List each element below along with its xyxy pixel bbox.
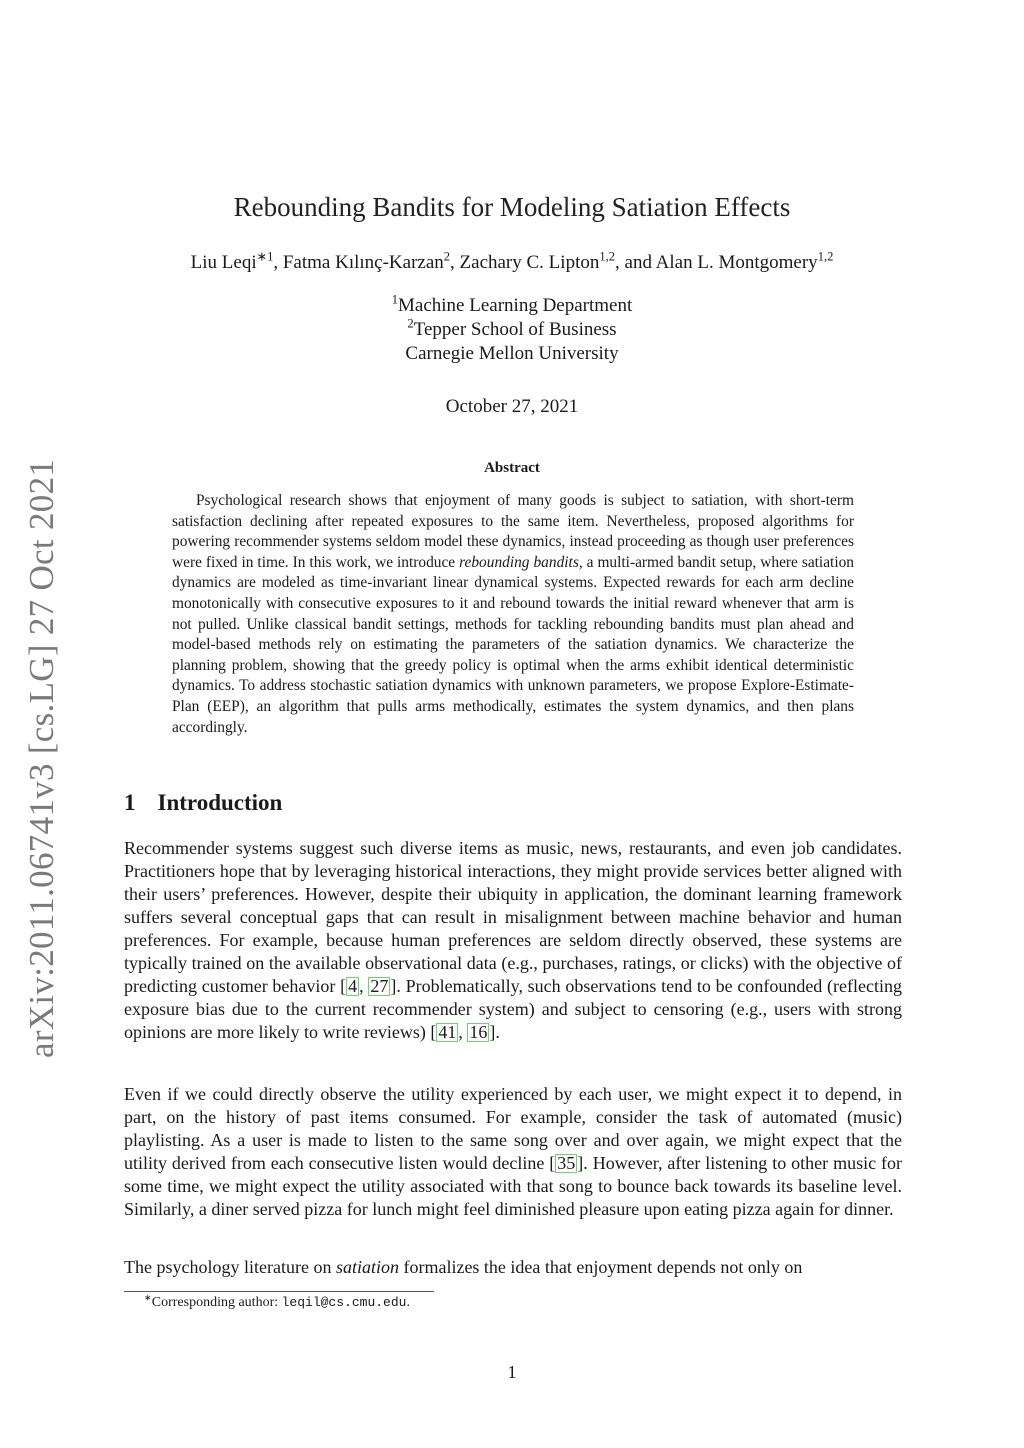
footnote-divider [124, 1291, 434, 1292]
paper-title: Rebounding Bandits for Modeling Satiation Effects [233, 192, 791, 222]
affiliation-line: $^2$Tepper School of Business [407, 316, 617, 340]
author-affiliation-mark: 1,2 [817, 249, 834, 264]
intro-paragraph-3: The psychology literature on satiation formalizes the idea that enjoyment depends not only on [124, 1257, 803, 1277]
citation-link[interactable]: 27 [370, 976, 389, 996]
intro-paragraph-1: Recommender systems suggest such diverse items as music, news, restaurants, and even job candidates. Practitioners hope that by leveraging historical interactions, they might provide services better aligned with their users’ preferences. However, despite their ubiquity in application, the dominant learning framework suffers several conceptual gaps that can result in misalignment between machine behavior and human preferences. For example, because human preferences are seldom directly observed, these systems are typically trained on the available observational data (e.g., purchases, ratings, or clicks) with the objective of predicting customer behavior [ 4 , 27 ]. Problematically, such observations tend to be confounded (reflecting exposure bias due to the current recommender system) and subject to censoring (e.g., users with strong opinions are more likely to write reviews) [ 41 , 16 ]. [124, 838, 903, 1042]
footnote: ∗Corresponding author: leqil@cs.cmu.edu. [144, 1292, 410, 1310]
affiliations [0, 294, 1024, 366]
author-affiliation-mark: ∗1 [256, 249, 274, 264]
author-name: Liu Leqi [190, 252, 257, 273]
intro-paragraph-2: Even if we could directly observe the utility experienced by each user, we might expect it to depend, in part, on the history of past items consumed. For example, consider the task of automated (music) playlisting. As a user is made to listen to the same song over and over again, we might expect that the utility derived from each consecutive listen would decline [ 35 ]. However, after listening to other music for some time, we might expect the utility associated with that song to bounce back towards its baseline level. Similarly, a diner served pizza for lunch might feel diminished pleasure upon eating pizza again for dinner. [124, 1084, 902, 1219]
citation-link[interactable]: 41 [438, 1022, 457, 1042]
section-heading-introduction: 1 Introduction [124, 790, 283, 815]
citation-link[interactable]: 4 [348, 976, 358, 996]
author-name: Alan L. Montgomery [655, 252, 818, 273]
citation-link[interactable]: 35 [557, 1153, 576, 1173]
arxiv-identifier-stamp: arXiv:2011.06741v3 [cs.LG] 27 Oct 2021 [22, 458, 61, 1058]
affiliation-line: $^1$Machine Learning Department [391, 292, 633, 316]
affiliation-line: Carnegie Mellon University [405, 343, 619, 364]
author-affiliation-mark: 1,2 [599, 249, 616, 264]
citation-link[interactable]: 16 [469, 1022, 488, 1042]
author-name: Fatma Kılınç-Karzan [282, 252, 444, 273]
publication-date: October 27, 2021 [445, 396, 579, 417]
author-name: Zachary C. Lipton [459, 252, 600, 273]
author-affiliation-mark: 2 [443, 249, 451, 264]
abstract-heading: Abstract [484, 460, 540, 476]
page-number: 1 [507, 1362, 517, 1382]
corresponding-email[interactable]: leqil@cs.cmu.edu [281, 1295, 407, 1310]
abstract-body: Psychological research shows that enjoyment of many goods is subject to satiation, with short-term satisfaction declining after repeated exposures to the same item. Nevertheless, proposed algorithms for powering recommender systems seldom model these dynamics, instead proceeding as though user preferences were fixed in time. In this work, we introduce rebounding bandits, a multi-armed bandit setup, where satiation dynamics are modeled as time-invariant linear dynamical systems. Expected rewards for each arm decline monotonically with consecutive exposures to it and rebound towards the initial reward whenever that arm is not pulled. Unlike classical bandit settings, methods for tackling rebounding bandits must plan ahead and model-based methods rely on estimating the parameters of the satiation dynamics. We characterize the planning problem, showing that the greedy policy is optimal when the arms exhibit identical deterministic dynamics. To address stochastic satiation dynamics with unknown parameters, we propose Explore-Estimate-Plan (EEP), an algorithm that pulls arms methodically, estimates the system dynamics, and then plans accordingly. [172, 492, 854, 736]
author-list: Liu Leqi$^{∗1}$, Fatma Kılınç-Karzan$^2$, Zachary C. Lipton$^{1,2}$, and Alan L. Montgomery$^{1,2}$ [190, 249, 834, 273]
